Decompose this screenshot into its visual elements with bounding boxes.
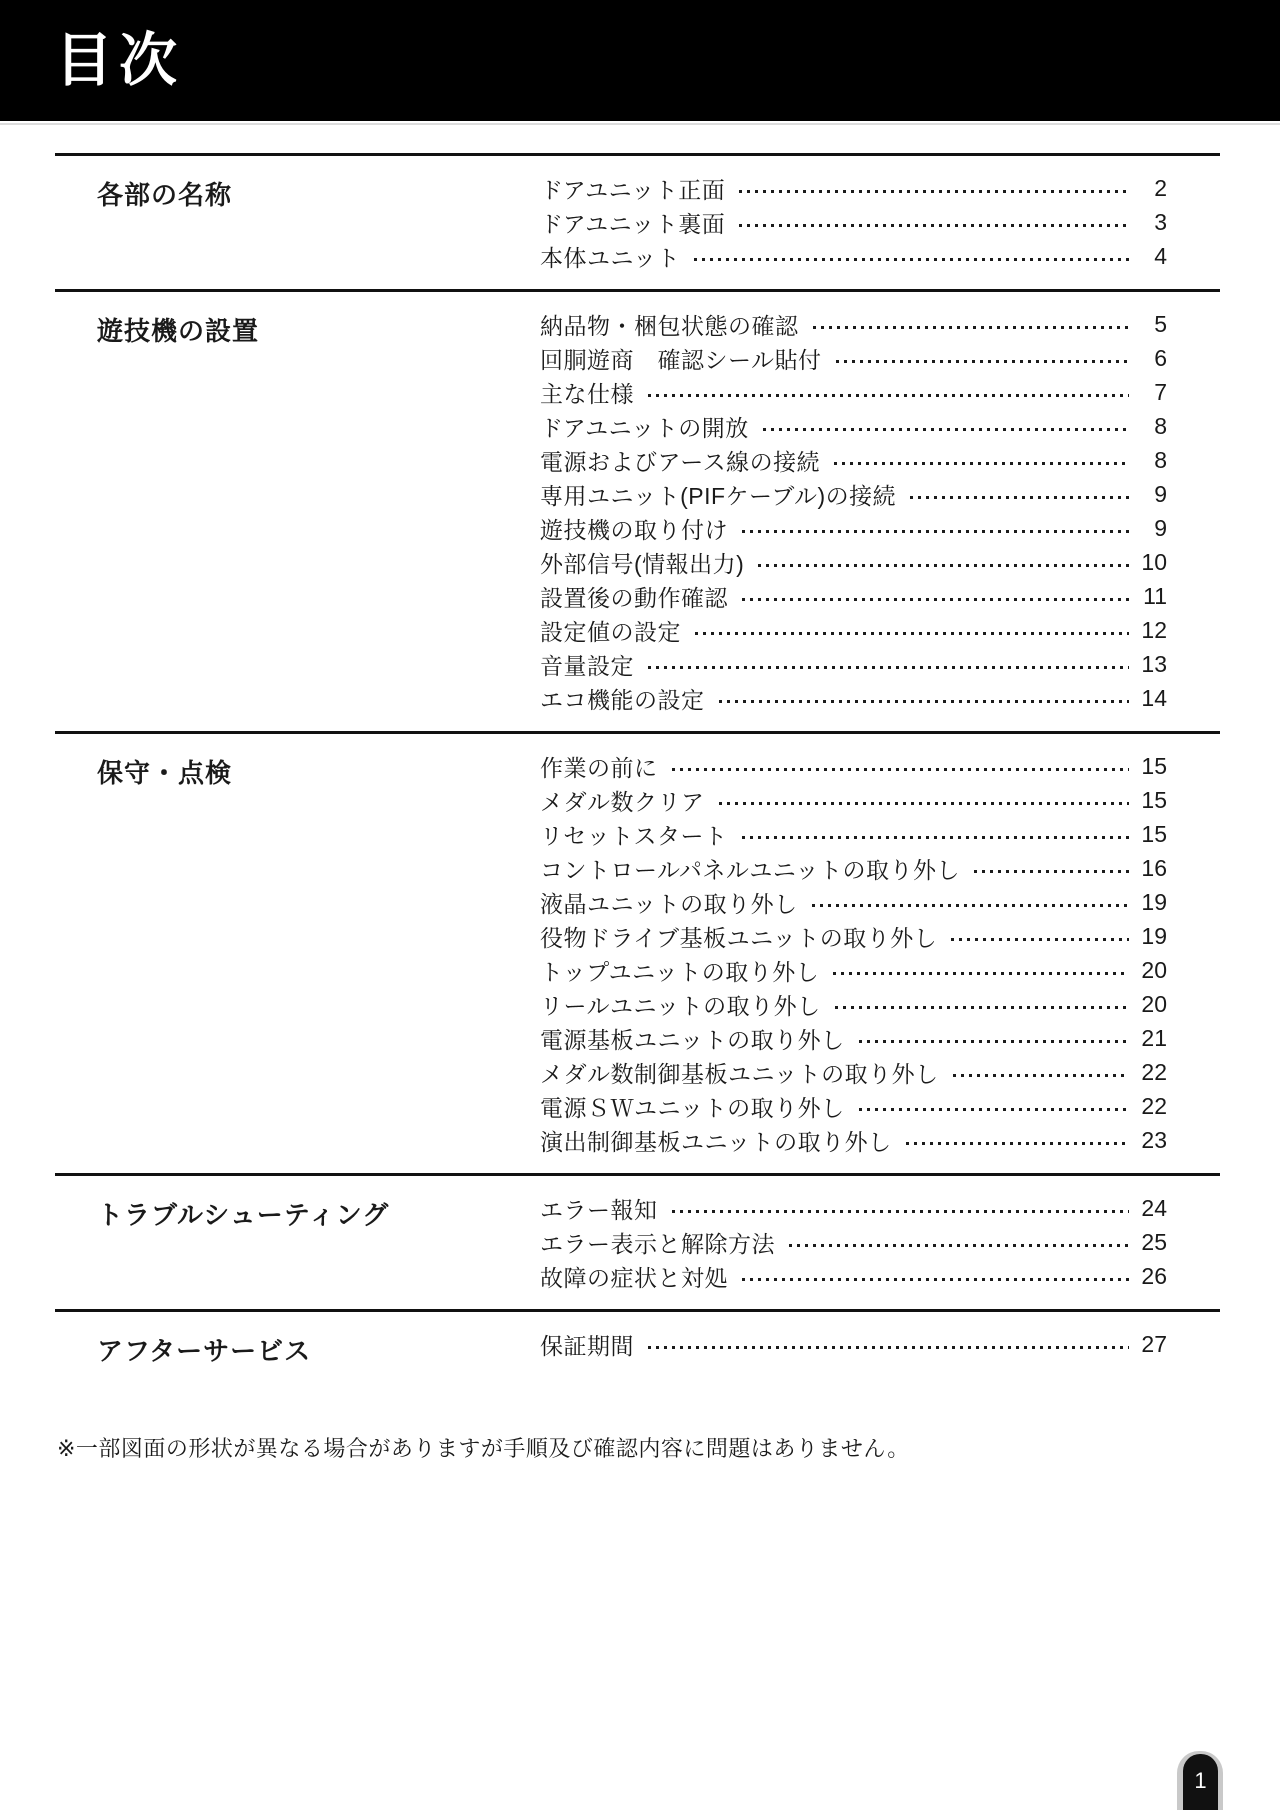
toc-entry-page: 9 xyxy=(1154,514,1167,541)
dotted-leader xyxy=(742,1278,1129,1281)
dotted-leader xyxy=(694,258,1129,261)
dotted-leader xyxy=(763,428,1129,431)
toc-entry xyxy=(540,851,1167,885)
dotted-leader xyxy=(739,224,1129,227)
dotted-leader xyxy=(789,1244,1129,1247)
toc-section xyxy=(55,289,1220,731)
dotted-leader xyxy=(648,394,1129,397)
toc-entry-label: 作業の前に xyxy=(540,754,658,781)
dotted-leader xyxy=(742,836,1129,839)
toc-entry-label: 納品物・梱包状態の確認 xyxy=(540,312,799,339)
toc-entry-page: 13 xyxy=(1141,650,1167,677)
toc-entry-label: リールユニットの取り外し xyxy=(540,992,821,1019)
toc-entry-label: 電源基板ユニットの取り外し xyxy=(540,1026,845,1053)
toc-entry xyxy=(540,647,1167,681)
toc-entry-page: 12 xyxy=(1141,616,1167,643)
page-header xyxy=(0,0,1280,121)
section-title: トラブルシューティング xyxy=(97,1200,390,1230)
toc-entry-label: 液晶ユニットの取り外し xyxy=(540,890,798,917)
section-title: 各部の名称 xyxy=(97,180,233,210)
toc-entry-page: 21 xyxy=(1141,1024,1167,1051)
toc-entry-page: 10 xyxy=(1141,548,1167,575)
section-entries xyxy=(540,1191,1220,1293)
dotted-leader xyxy=(742,598,1129,601)
toc-entry-label: 設置後の動作確認 xyxy=(540,584,728,611)
header-underline xyxy=(0,123,1280,125)
toc-entry-page: 19 xyxy=(1141,888,1167,915)
toc-entry-page: 3 xyxy=(1154,208,1167,235)
toc-entry-label: 専用ユニット(PIFケーブル)の接続 xyxy=(540,482,897,509)
toc-entry-page: 8 xyxy=(1154,446,1167,473)
toc-entry xyxy=(540,953,1167,987)
dotted-leader xyxy=(719,802,1130,805)
toc-entry xyxy=(540,749,1167,783)
toc-entry xyxy=(540,341,1167,375)
toc-entry xyxy=(540,919,1167,953)
section-title: アフターサービス xyxy=(97,1336,312,1366)
toc-entry-page: 14 xyxy=(1141,684,1167,711)
dotted-leader xyxy=(910,496,1129,499)
section-entries xyxy=(540,749,1220,1157)
dotted-leader xyxy=(974,870,1129,873)
toc-entry xyxy=(540,1021,1167,1055)
toc-entry xyxy=(540,477,1167,511)
toc-entry-page: 15 xyxy=(1141,752,1167,779)
toc-entry-page: 16 xyxy=(1141,854,1167,881)
toc-entry-page: 23 xyxy=(1141,1126,1167,1153)
toc-entry-label: 設定値の設定 xyxy=(540,618,681,645)
toc-entry-page: 2 xyxy=(1154,174,1167,201)
toc-entry-page: 22 xyxy=(1141,1058,1167,1085)
toc-entry-page: 24 xyxy=(1141,1194,1167,1221)
toc-section xyxy=(55,1173,1220,1309)
toc-entry-page: 5 xyxy=(1154,310,1167,337)
toc-entry-label: 遊技機の取り付け xyxy=(540,516,728,543)
dotted-leader xyxy=(739,190,1129,193)
toc-entry xyxy=(540,987,1167,1021)
toc-entry-page: 20 xyxy=(1141,990,1167,1017)
toc-entry-label: エラー表示と解除方法 xyxy=(540,1230,775,1257)
toc-entry-page: 27 xyxy=(1141,1330,1167,1357)
dotted-leader xyxy=(812,904,1129,907)
toc-entry xyxy=(540,409,1167,443)
dotted-leader xyxy=(719,700,1130,703)
section-title: 保守・点検 xyxy=(97,758,233,788)
toc-entry xyxy=(540,511,1167,545)
toc-entry-label: 音量設定 xyxy=(540,652,634,679)
dotted-leader xyxy=(648,666,1129,669)
section-entries xyxy=(540,1327,1220,1368)
toc-entry-page: 19 xyxy=(1141,922,1167,949)
toc-entry xyxy=(540,1327,1167,1361)
section-entries xyxy=(540,307,1220,715)
toc-entry xyxy=(540,579,1167,613)
toc-entry xyxy=(540,443,1167,477)
toc-section xyxy=(55,1309,1220,1384)
toc-entry xyxy=(540,1123,1167,1157)
toc-entry xyxy=(540,885,1167,919)
toc-entry-page: 20 xyxy=(1141,956,1167,983)
toc-entry-page: 15 xyxy=(1141,820,1167,847)
toc-entry-label: トップユニットの取り外し xyxy=(540,958,820,985)
toc-entry xyxy=(540,1089,1167,1123)
toc-entry xyxy=(540,613,1167,647)
toc-entry-label: 電源およびアース線の接続 xyxy=(540,448,821,475)
toc-entry-page: 26 xyxy=(1141,1262,1167,1289)
toc-entry-label: 保証期間 xyxy=(540,1332,634,1359)
toc-entry xyxy=(540,783,1167,817)
dotted-leader xyxy=(813,326,1130,329)
toc-entry xyxy=(540,1191,1167,1225)
dotted-leader xyxy=(835,1006,1129,1009)
dotted-leader xyxy=(672,768,1130,771)
toc-entry xyxy=(540,171,1167,205)
toc-entry-label: 本体ユニット xyxy=(540,244,681,271)
toc-entry-page: 11 xyxy=(1143,582,1167,609)
dotted-leader xyxy=(859,1108,1129,1111)
toc-entry-label: ドアユニット裏面 xyxy=(540,210,726,237)
toc-entry xyxy=(540,817,1167,851)
toc-entry xyxy=(540,1259,1167,1293)
dotted-leader xyxy=(672,1210,1130,1213)
toc-entry-page: 8 xyxy=(1154,412,1167,439)
toc-entry-label: 役物ドライブ基板ユニットの取り外し xyxy=(540,924,938,951)
dotted-leader xyxy=(951,938,1129,941)
dotted-leader xyxy=(906,1142,1129,1145)
dotted-leader xyxy=(859,1040,1129,1043)
page-title: 目次 xyxy=(55,27,184,93)
toc-entry xyxy=(540,205,1167,239)
toc-entry-page: 9 xyxy=(1154,480,1167,507)
toc-entry-page: 15 xyxy=(1141,786,1167,813)
table-of-contents xyxy=(55,153,1220,1384)
toc-entry xyxy=(540,239,1167,273)
toc-entry-label: コントロールパネルユニットの取り外し xyxy=(540,856,961,883)
toc-entry-label: 故障の症状と対処 xyxy=(540,1264,728,1291)
toc-section xyxy=(55,731,1220,1173)
toc-entry-page: 4 xyxy=(1154,242,1167,269)
toc-entry xyxy=(540,307,1167,341)
toc-entry xyxy=(540,1225,1167,1259)
toc-entry xyxy=(540,375,1167,409)
toc-section xyxy=(55,153,1220,289)
dotted-leader xyxy=(836,360,1129,363)
toc-entry xyxy=(540,1055,1167,1089)
dotted-leader xyxy=(695,632,1129,635)
toc-entry-page: 25 xyxy=(1141,1228,1167,1255)
dotted-leader xyxy=(742,530,1129,533)
toc-entry-label: 外部信号(情報出力) xyxy=(540,550,745,577)
toc-entry xyxy=(540,681,1167,715)
dotted-leader xyxy=(953,1074,1129,1077)
footnote: ※一部図面の形状が異なる場合がありますが手順及び確認内容に問題はありません。 xyxy=(57,1436,910,1461)
section-title: 遊技機の設置 xyxy=(97,316,260,346)
dotted-leader xyxy=(758,564,1129,567)
toc-entry-label: ドアユニットの開放 xyxy=(540,414,749,441)
dotted-leader xyxy=(648,1346,1129,1349)
toc-entry-label: エラー報知 xyxy=(540,1196,658,1223)
toc-entry-page: 22 xyxy=(1141,1092,1167,1119)
toc-entry-label: メダル数制御基板ユニットの取り外し xyxy=(540,1060,939,1087)
toc-entry-label: 演出制御基板ユニットの取り外し xyxy=(540,1128,892,1155)
toc-entry xyxy=(540,545,1167,579)
page-number-badge: 1 xyxy=(1183,1754,1218,1810)
dotted-leader xyxy=(834,462,1129,465)
toc-entry-label: リセットスタート xyxy=(540,822,728,849)
section-entries xyxy=(540,171,1220,273)
toc-entry-label: ドアユニット正面 xyxy=(540,176,726,203)
toc-entry-label: メダル数クリア xyxy=(540,788,705,815)
toc-entry-page: 6 xyxy=(1154,344,1167,371)
toc-entry-page: 7 xyxy=(1154,378,1167,405)
dotted-leader xyxy=(833,972,1129,975)
toc-entry-label: 電源ＳＷユニットの取り外し xyxy=(540,1094,845,1121)
toc-entry-label: 回胴遊商 確認シール貼付 xyxy=(540,346,822,373)
toc-entry-label: エコ機能の設定 xyxy=(540,686,705,713)
toc-entry-label: 主な仕様 xyxy=(540,380,634,407)
